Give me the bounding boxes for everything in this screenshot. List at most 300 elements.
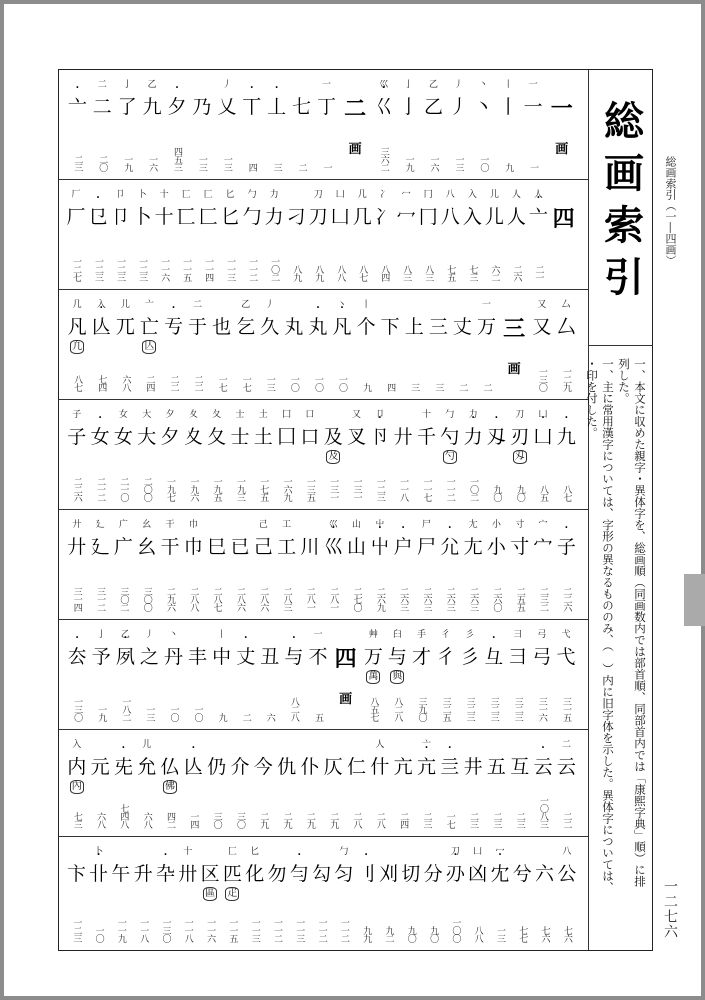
- kanji-character[interactable]: 冖: [396, 206, 416, 228]
- kanji-entry[interactable]: [109, 180, 131, 289]
- kanji-character[interactable]: 工: [277, 536, 297, 558]
- kanji-entry[interactable]: [252, 400, 275, 509]
- page-reference[interactable]: 一一二: [271, 918, 282, 942]
- page-reference[interactable]: 二七〇: [351, 587, 362, 611]
- kanji-entry[interactable]: [241, 180, 263, 289]
- kanji-character[interactable]: 彐: [508, 646, 528, 668]
- kanji-entry[interactable]: [244, 837, 266, 950]
- kanji-entry[interactable]: [438, 730, 461, 836]
- kanji-character[interactable]: 勿: [267, 863, 287, 885]
- kanji-entry[interactable]: [511, 837, 533, 950]
- kanji-entry[interactable]: [322, 730, 345, 836]
- variant-kanji[interactable]: ・ 子: [557, 536, 576, 558]
- kanji-character[interactable]: 及: [323, 426, 343, 448]
- kanji-character[interactable]: 刀: [308, 206, 328, 228]
- kanji-entry[interactable]: [158, 400, 181, 509]
- kanji-entry[interactable]: [186, 620, 210, 729]
- kanji-entry[interactable]: [175, 180, 197, 289]
- kanji-character[interactable]: 乙: [424, 96, 444, 118]
- variant-kanji[interactable]: ・ 㔾: [89, 206, 108, 228]
- variant-kanji[interactable]: ・ 勻: [290, 863, 309, 885]
- kanji-entry[interactable]: [161, 620, 185, 729]
- page-reference[interactable]: 七三: [71, 812, 82, 828]
- page-reference[interactable]: 二六三: [421, 587, 432, 611]
- kanji-entry[interactable]: [298, 400, 321, 509]
- kanji-entry[interactable]: [508, 510, 531, 619]
- kanji-entry[interactable]: [65, 290, 89, 399]
- page-reference[interactable]: 一一五: [227, 918, 238, 942]
- kanji-entry[interactable]: [199, 837, 221, 950]
- kanji-character[interactable]: 元: [90, 756, 110, 778]
- page-reference[interactable]: 一一三: [249, 918, 260, 942]
- page-reference[interactable]: 二八一: [328, 587, 339, 611]
- page-reference[interactable]: 一一二: [316, 918, 327, 942]
- page-reference[interactable]: 一七: [444, 812, 455, 828]
- page-reference[interactable]: 三一五: [560, 697, 571, 721]
- kanji-entry[interactable]: [275, 510, 298, 619]
- kanji-entry[interactable]: [333, 837, 355, 950]
- page-reference[interactable]: 三九〇: [416, 697, 427, 721]
- page-reference[interactable]: 六: [264, 713, 275, 721]
- kanji-character[interactable]: 叉: [347, 426, 367, 448]
- kanji-entry[interactable]: [87, 180, 109, 289]
- page-reference[interactable]: 九: [216, 713, 227, 721]
- page-reference[interactable]: 八五七: [368, 697, 379, 721]
- kanji-character[interactable]: 仇: [277, 756, 297, 778]
- kanji-entry[interactable]: [182, 400, 205, 509]
- page-reference[interactable]: 三〇〇: [141, 587, 152, 611]
- variant-kanji[interactable]: ・ 夕: [168, 96, 187, 118]
- kanji-character[interactable]: 几: [352, 206, 372, 228]
- kanji-entry[interactable]: [307, 180, 329, 289]
- kanji-character[interactable]: 云: [556, 756, 576, 778]
- kanji-character[interactable]: 个: [356, 316, 376, 338]
- page-reference[interactable]: 三二三: [512, 697, 523, 721]
- kanji-character[interactable]: 兮: [512, 863, 532, 885]
- page-reference[interactable]: 九〇: [428, 926, 439, 942]
- kanji-entry[interactable]: [110, 837, 132, 950]
- kanji-entry[interactable]: [306, 620, 330, 729]
- page-reference[interactable]: 六八: [141, 812, 152, 828]
- kanji-character[interactable]: 山: [347, 536, 367, 558]
- page-reference[interactable]: 三: [433, 383, 444, 391]
- page-reference[interactable]: 一三〇: [72, 697, 83, 721]
- kanji-entry[interactable]: [373, 180, 395, 289]
- kanji-character[interactable]: 丿: [448, 96, 468, 118]
- kanji-entry[interactable]: [89, 620, 113, 729]
- page-reference[interactable]: 一〇: [168, 705, 179, 721]
- kanji-entry[interactable]: [306, 290, 330, 399]
- kanji-character[interactable]: 匀: [334, 863, 354, 885]
- page-reference[interactable]: 八二八: [288, 697, 299, 721]
- kanji-entry[interactable]: [239, 70, 264, 179]
- kanji-entry[interactable]: [285, 180, 307, 289]
- kanji-entry[interactable]: [395, 180, 417, 289]
- kanji-entry[interactable]: [288, 837, 310, 950]
- kanji-entry[interactable]: [65, 837, 87, 950]
- kanji-character[interactable]: 一: [523, 96, 543, 118]
- variant-kanji[interactable]: ・ 兂: [114, 756, 133, 778]
- kanji-entry[interactable]: [422, 837, 444, 950]
- page-reference[interactable]: 二八: [374, 812, 385, 828]
- kanji-character[interactable]: 仆: [300, 756, 320, 778]
- kanji-character[interactable]: 内: [67, 756, 87, 778]
- page-reference[interactable]: 一九七: [165, 477, 176, 501]
- page-reference[interactable]: 二五五: [514, 587, 525, 611]
- kanji-entry[interactable]: [89, 290, 113, 399]
- page-reference[interactable]: 二四: [144, 375, 155, 391]
- kanji-character[interactable]: 刃: [510, 426, 530, 448]
- page-reference[interactable]: 九: [361, 383, 372, 391]
- kanji-entry[interactable]: [228, 730, 251, 836]
- kanji-character[interactable]: 人: [506, 206, 526, 228]
- kanji-character[interactable]: 了: [117, 96, 137, 118]
- page-reference[interactable]: 一三: [264, 375, 275, 391]
- page-reference[interactable]: 一〇: [93, 926, 104, 942]
- page-reference[interactable]: 二八: [351, 812, 362, 828]
- kanji-entry[interactable]: [113, 290, 137, 399]
- kanji-entry[interactable]: [556, 837, 578, 950]
- kanji-entry[interactable]: [154, 837, 176, 950]
- page-reference[interactable]: 一九: [122, 155, 133, 171]
- page-reference[interactable]: 八九: [291, 265, 302, 281]
- page-reference[interactable]: 三〇: [211, 812, 222, 828]
- page-reference[interactable]: 一二三: [93, 257, 104, 281]
- page-reference[interactable]: 一九六: [188, 477, 199, 501]
- page-reference[interactable]: 二〇〇: [141, 477, 152, 501]
- kanji-character[interactable]: 口: [300, 426, 320, 448]
- kanji-entry[interactable]: [461, 180, 483, 289]
- kanji-entry[interactable]: [402, 290, 426, 399]
- page-reference[interactable]: 二九: [304, 812, 315, 828]
- kanji-character[interactable]: 乞: [236, 316, 256, 338]
- kanji-character[interactable]: 勺: [440, 426, 460, 448]
- kanji-character[interactable]: 久: [260, 316, 280, 338]
- kanji-character[interactable]: 才: [411, 646, 431, 668]
- kanji-entry[interactable]: [314, 70, 339, 179]
- kanji-entry[interactable]: [555, 730, 578, 836]
- kanji-character[interactable]: 十: [154, 206, 174, 228]
- kanji-character[interactable]: 巳: [207, 536, 227, 558]
- page-reference[interactable]: 二三: [514, 812, 525, 828]
- page-reference[interactable]: 一一二: [338, 918, 349, 942]
- page-reference[interactable]: 二一二: [95, 477, 106, 501]
- page-reference[interactable]: 一九: [403, 155, 414, 171]
- kanji-entry[interactable]: [205, 510, 228, 619]
- page-reference[interactable]: 三〇: [234, 812, 245, 828]
- kanji-entry[interactable]: [400, 837, 422, 950]
- kanji-entry[interactable]: [258, 620, 282, 729]
- kanji-character[interactable]: 仄: [323, 756, 343, 778]
- kanji-character[interactable]: 井: [463, 756, 483, 778]
- page-reference[interactable]: 一: [528, 163, 539, 171]
- kanji-entry[interactable]: [205, 400, 228, 509]
- kanji-entry[interactable]: [263, 180, 285, 289]
- kanji-entry[interactable]: [368, 510, 391, 619]
- kanji-entry[interactable]: [298, 510, 321, 619]
- page-reference[interactable]: 二二: [168, 375, 179, 391]
- variant-kanji[interactable]: ・ 亾: [184, 756, 203, 778]
- kanji-character[interactable]: 廴: [90, 536, 110, 558]
- page-reference[interactable]: 三〇二: [118, 587, 129, 611]
- kanji-entry[interactable]: [177, 837, 199, 950]
- page-reference[interactable]: 二二: [561, 812, 572, 828]
- kanji-entry[interactable]: [258, 290, 282, 399]
- kanji-character[interactable]: 廾: [67, 536, 87, 558]
- kanji-entry[interactable]: [483, 180, 505, 289]
- page-reference[interactable]: 二八三: [281, 587, 292, 611]
- kanji-entry[interactable]: [417, 180, 439, 289]
- kanji-character[interactable]: 囗: [277, 426, 297, 448]
- kanji-entry[interactable]: [137, 290, 161, 399]
- variant-kanji[interactable]: ・ 九: [557, 426, 576, 448]
- page-reference[interactable]: 二九: [258, 812, 269, 828]
- kanji-entry[interactable]: [392, 400, 415, 509]
- variant-kanji[interactable]: ・ 亖: [440, 756, 459, 778]
- kanji-entry[interactable]: [289, 70, 314, 179]
- kanji-character[interactable]: 丑: [260, 646, 280, 668]
- kanji-entry[interactable]: [485, 730, 508, 836]
- page-reference[interactable]: 一一三: [225, 257, 236, 281]
- kanji-character[interactable]: 己: [253, 536, 273, 558]
- kanji-character[interactable]: 刁: [286, 206, 306, 228]
- kanji-entry[interactable]: [421, 70, 446, 179]
- kanji-entry[interactable]: [298, 730, 321, 836]
- kanji-character[interactable]: 夕: [160, 426, 180, 448]
- kanji-character[interactable]: 亅: [399, 96, 419, 118]
- page-reference[interactable]: 六八: [95, 812, 106, 828]
- page-reference[interactable]: 一三: [221, 155, 232, 171]
- page-reference[interactable]: 一二七: [71, 257, 82, 281]
- kanji-character[interactable]: 尸: [416, 536, 436, 558]
- kanji-entry[interactable]: [189, 70, 214, 179]
- kanji-character[interactable]: 小: [486, 536, 506, 558]
- kanji-entry[interactable]: [530, 290, 554, 399]
- page-reference[interactable]: 一三: [144, 705, 155, 721]
- kanji-entry[interactable]: [65, 510, 88, 619]
- kanji-entry[interactable]: [505, 180, 527, 289]
- kanji-entry[interactable]: [65, 730, 88, 836]
- page-reference[interactable]: 八三: [423, 265, 434, 281]
- page-reference[interactable]: 一三: [453, 155, 464, 171]
- kanji-character[interactable]: 凶: [468, 863, 488, 885]
- kanji-entry[interactable]: [282, 620, 306, 729]
- kanji-entry[interactable]: [137, 620, 161, 729]
- kanji-character[interactable]: 丸: [284, 316, 304, 338]
- page-reference[interactable]: 七三: [467, 265, 478, 281]
- kanji-entry[interactable]: [210, 290, 234, 399]
- page-reference[interactable]: 一: [321, 163, 332, 171]
- page-reference[interactable]: 二三二: [538, 587, 549, 611]
- kanji-character[interactable]: 下: [380, 316, 400, 338]
- kanji-entry[interactable]: [113, 620, 137, 729]
- page-reference[interactable]: 四二: [165, 812, 176, 828]
- page-reference[interactable]: 二: [296, 163, 307, 171]
- page-reference[interactable]: 一七: [240, 375, 251, 391]
- kanji-character[interactable]: 弓: [532, 646, 552, 668]
- page-reference[interactable]: 二八六: [234, 587, 245, 611]
- page-reference[interactable]: 二: [457, 383, 468, 391]
- kanji-character[interactable]: 予: [91, 646, 111, 668]
- kanji-entry[interactable]: [135, 510, 158, 619]
- kanji-character[interactable]: 七: [292, 96, 312, 118]
- kanji-entry[interactable]: [65, 620, 89, 729]
- page-reference[interactable]: 一七: [216, 375, 227, 391]
- kanji-character[interactable]: 乃: [192, 96, 212, 118]
- kanji-entry[interactable]: [65, 180, 87, 289]
- page-reference[interactable]: 三一四: [71, 587, 82, 611]
- kanji-character[interactable]: 区: [200, 863, 220, 885]
- kanji-character[interactable]: 之: [139, 646, 159, 668]
- page-reference[interactable]: 二六: [511, 265, 522, 281]
- kanji-entry[interactable]: [555, 400, 578, 509]
- kanji-character[interactable]: 彡: [460, 646, 480, 668]
- page-reference[interactable]: 一〇: [337, 375, 348, 391]
- kanji-character[interactable]: 弋: [556, 646, 576, 668]
- kanji-entry[interactable]: [158, 510, 181, 619]
- kanji-entry[interactable]: [434, 620, 458, 729]
- kanji-entry[interactable]: [392, 510, 415, 619]
- kanji-entry[interactable]: [165, 70, 190, 179]
- variant-kanji[interactable]: ・ 丸: [308, 316, 327, 338]
- kanji-entry[interactable]: [531, 400, 554, 509]
- page-reference[interactable]: 三二三: [488, 697, 499, 721]
- kanji-character[interactable]: 彳: [436, 646, 456, 668]
- kanji-character[interactable]: 二: [92, 96, 112, 118]
- page-reference[interactable]: 四: [246, 163, 257, 171]
- page-reference[interactable]: 七五: [445, 265, 456, 281]
- page-reference[interactable]: 九〇: [514, 485, 525, 501]
- page-reference[interactable]: 五: [312, 713, 323, 721]
- page-reference[interactable]: 九九: [361, 926, 372, 942]
- kanji-entry[interactable]: [88, 510, 111, 619]
- kanji-character[interactable]: 乂: [217, 96, 237, 118]
- kanji-entry[interactable]: [186, 290, 210, 399]
- kanji-entry[interactable]: [361, 620, 385, 729]
- kanji-character[interactable]: 化: [245, 863, 265, 885]
- kanji-character[interactable]: 仍: [207, 756, 227, 778]
- page-reference[interactable]: 二四: [398, 812, 409, 828]
- page-reference[interactable]: 二八七: [211, 587, 222, 611]
- page-reference[interactable]: 八三: [401, 265, 412, 281]
- page-reference[interactable]: 一二三: [374, 477, 385, 501]
- kanji-entry[interactable]: [131, 180, 153, 289]
- page-reference[interactable]: 三一二: [95, 587, 106, 611]
- page-reference[interactable]: 一一二: [444, 477, 455, 501]
- kanji-character[interactable]: 万: [476, 316, 496, 338]
- kanji-entry[interactable]: [482, 620, 506, 729]
- kanji-character[interactable]: 宀: [533, 536, 553, 558]
- kanji-entry[interactable]: [135, 730, 158, 836]
- kanji-entry[interactable]: [345, 510, 368, 619]
- kanji-character[interactable]: 允: [137, 756, 157, 778]
- page-reference[interactable]: 一二三: [71, 918, 82, 942]
- kanji-character[interactable]: 三: [428, 316, 448, 338]
- page-reference[interactable]: 三二三: [464, 697, 475, 721]
- kanji-entry[interactable]: [330, 290, 354, 399]
- kanji-entry[interactable]: [378, 290, 402, 399]
- page-reference[interactable]: 四五三: [172, 147, 183, 171]
- kanji-entry[interactable]: [135, 400, 158, 509]
- page-reference[interactable]: 八二八: [392, 697, 403, 721]
- kanji-entry[interactable]: [461, 510, 484, 619]
- kanji-entry[interactable]: [461, 730, 484, 836]
- kanji-character[interactable]: 勹: [242, 206, 262, 228]
- page-reference[interactable]: 一一三: [294, 918, 305, 942]
- kanji-entry[interactable]: [282, 290, 306, 399]
- variant-kanji[interactable]: ・ 丄: [267, 96, 286, 118]
- kanji-character[interactable]: 凵: [330, 206, 350, 228]
- variant-kanji[interactable]: ・ 亢: [417, 756, 436, 778]
- kanji-character[interactable]: 八: [440, 206, 460, 228]
- page-reference[interactable]: 一四: [188, 812, 199, 828]
- kanji-character[interactable]: 力: [264, 206, 284, 228]
- variant-kanji[interactable]: ・ 卝: [89, 863, 108, 885]
- kanji-character[interactable]: 夂: [207, 426, 227, 448]
- page-reference[interactable]: 六二: [489, 265, 500, 281]
- page-reference[interactable]: 一一二: [247, 257, 258, 281]
- page-reference[interactable]: 二: [481, 383, 492, 391]
- kanji-character[interactable]: 已: [230, 536, 250, 558]
- kanji-character[interactable]: 丰: [188, 646, 208, 668]
- kanji-character[interactable]: 冂: [418, 206, 438, 228]
- kanji-entry[interactable]: [554, 290, 578, 399]
- page-reference[interactable]: 二三: [468, 812, 479, 828]
- page-reference[interactable]: 一一八: [138, 918, 149, 942]
- page-reference[interactable]: 三一六: [536, 697, 547, 721]
- kanji-character[interactable]: 刈: [378, 863, 398, 885]
- page-reference[interactable]: 七七: [517, 926, 528, 942]
- page-reference[interactable]: 三: [271, 163, 282, 171]
- kanji-entry[interactable]: [485, 510, 508, 619]
- kanji-entry[interactable]: [496, 70, 521, 179]
- kanji-character[interactable]: 与: [387, 646, 407, 668]
- kanji-entry[interactable]: [153, 180, 175, 289]
- variant-kanji[interactable]: ・ 巛: [324, 536, 343, 558]
- kanji-entry[interactable]: [345, 730, 368, 836]
- kanji-entry[interactable]: [221, 837, 243, 950]
- page-reference[interactable]: 一三一: [328, 477, 339, 501]
- page-reference[interactable]: 二三: [421, 812, 432, 828]
- kanji-character[interactable]: 切: [401, 863, 421, 885]
- kanji-entry[interactable]: [533, 837, 555, 950]
- kanji-character[interactable]: 万: [363, 646, 383, 668]
- variant-kanji[interactable]: ・ 刄: [487, 426, 506, 448]
- kanji-entry[interactable]: [161, 290, 185, 399]
- page-reference[interactable]: 二八六: [258, 587, 269, 611]
- kanji-entry[interactable]: [310, 837, 332, 950]
- kanji-character[interactable]: 干: [160, 536, 180, 558]
- variant-kanji[interactable]: ・ 刅: [446, 863, 465, 885]
- kanji-entry[interactable]: [345, 400, 368, 509]
- kanji-character[interactable]: 幺: [137, 536, 157, 558]
- kanji-character[interactable]: 不: [308, 646, 328, 668]
- page-reference[interactable]: 二三: [491, 812, 502, 828]
- kanji-character[interactable]: 丶: [473, 96, 493, 118]
- kanji-character[interactable]: 分: [423, 863, 443, 885]
- kanji-character[interactable]: 卜: [132, 206, 152, 228]
- page-reference[interactable]: 一九五: [211, 477, 222, 501]
- kanji-entry[interactable]: [322, 510, 345, 619]
- kanji-character[interactable]: 仁: [347, 756, 367, 778]
- kanji-character[interactable]: 公: [557, 863, 577, 885]
- page-reference[interactable]: 二二六: [71, 477, 82, 501]
- variant-kanji[interactable]: ・ 彑: [484, 646, 503, 668]
- kanji-character[interactable]: 千: [416, 426, 436, 448]
- kanji-character[interactable]: 丁: [316, 96, 336, 118]
- page-reference[interactable]: 九: [503, 163, 514, 171]
- kanji-character[interactable]: 六: [535, 863, 555, 885]
